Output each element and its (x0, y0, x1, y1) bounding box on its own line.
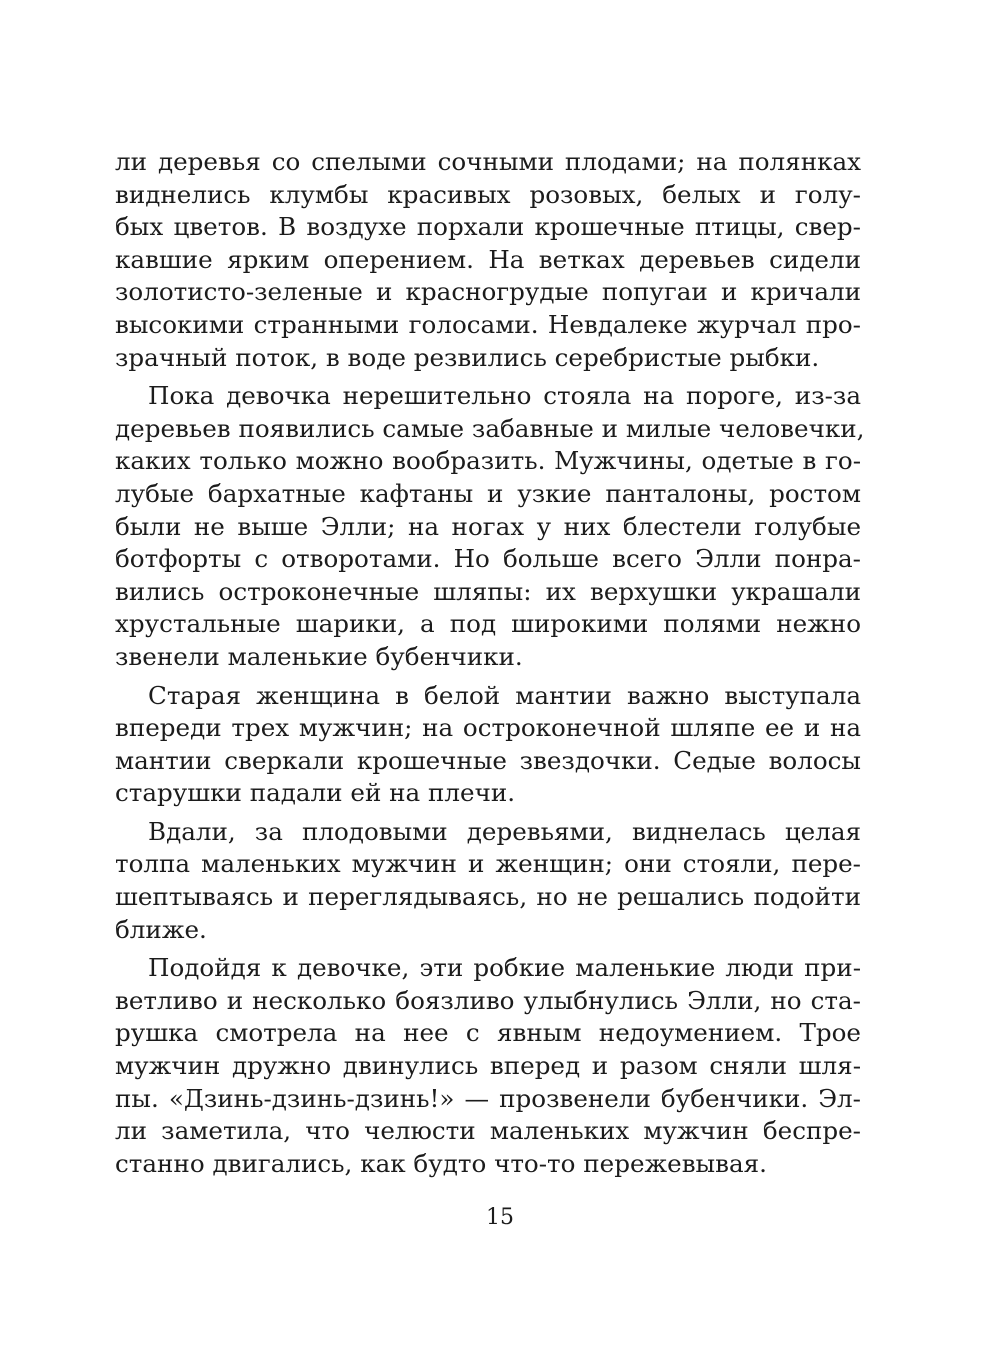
text-line: были не выше Элли; на ногах у них блестели голубые (115, 511, 861, 541)
text-line: мантии сверкали крошечные звездочки. Седые волосы (115, 745, 861, 775)
text-line: высокими странными голосами. Невдалеке журчал про- (115, 309, 861, 339)
text-line: ботфорты с отворотами. Но больше всего Элли понра- (115, 544, 861, 574)
text-line: ветливо и несколько боязливо улыбнулись Элли, но ста- (115, 985, 861, 1015)
text-line: Вдали, за плодовыми деревьями, виднелась целая (148, 816, 861, 846)
text-line: ли заметила, что челюсти маленьких мужчин беспре- (115, 1116, 861, 1146)
text-line: рушка смотрела на нее с явным недоумением. Трое (115, 1018, 861, 1048)
text-line: Пока девочка нерешительно стояла на пороге, из-за (148, 381, 861, 411)
text-line: каких только можно вообразить. Мужчины, одетые в го- (115, 446, 861, 476)
paragraph-2 (115, 380, 865, 673)
text-line: виднелись клумбы красивых розовых, белых и голу- (115, 179, 861, 209)
text-line: золотисто-зеленые и красногрудые попугаи и кричали (115, 277, 861, 307)
text-line: толпа маленьких мужчин и женщин; они стояли, пере- (115, 849, 861, 879)
text-line: пы. «Дзинь-дзинь-дзинь!» — прозвенели бубенчики. Эл- (115, 1083, 861, 1113)
paragraph-4 (115, 816, 861, 946)
text-line: вились остроконечные шляпы: их верхушки украшали (115, 576, 861, 606)
text-line: станно двигались, как будто что-то пережевывая. (115, 1148, 767, 1178)
text-line: мужчин дружно двинулись вперед и разом сняли шля- (115, 1051, 861, 1081)
page-body (115, 146, 865, 1186)
paragraph-5 (115, 952, 861, 1180)
text-line: звенели маленькие бубенчики. (115, 641, 523, 671)
text-line: ли деревья со спелыми сочными плодами; на полянках (115, 147, 861, 176)
text-line: ближе. (115, 914, 207, 944)
text-line: Подойдя к девочке, эти робкие маленькие люди при- (148, 953, 861, 983)
text-line: зрачный поток, в воде резвились серебристые рыбки. (115, 342, 820, 372)
text-line: старушки падали ей на плечи. (115, 778, 516, 808)
text-line: хрустальные шарики, а под широкими полями нежно (115, 609, 861, 639)
paragraph-1 (115, 146, 861, 374)
text-line: деревьев появились самые забавные и милые человечки, (115, 413, 865, 443)
text-line: шептываясь и переглядываясь, но не решались подойти (115, 882, 861, 912)
text-line: кавшие ярким оперением. На ветках деревьев сидели (115, 244, 861, 274)
page-number: 15 (486, 1205, 514, 1230)
text-line: лубые бархатные кафтаны и узкие панталоны, ростом (115, 478, 861, 508)
text-line: Старая женщина в белой мантии важно выступала (148, 680, 861, 710)
paragraph-3 (115, 680, 861, 810)
text-line: впереди трех мужчин; на остроконечной шляпе ее и на (115, 713, 861, 743)
text-line: бых цветов. В воздухе порхали крошечные птицы, свер- (115, 212, 861, 242)
